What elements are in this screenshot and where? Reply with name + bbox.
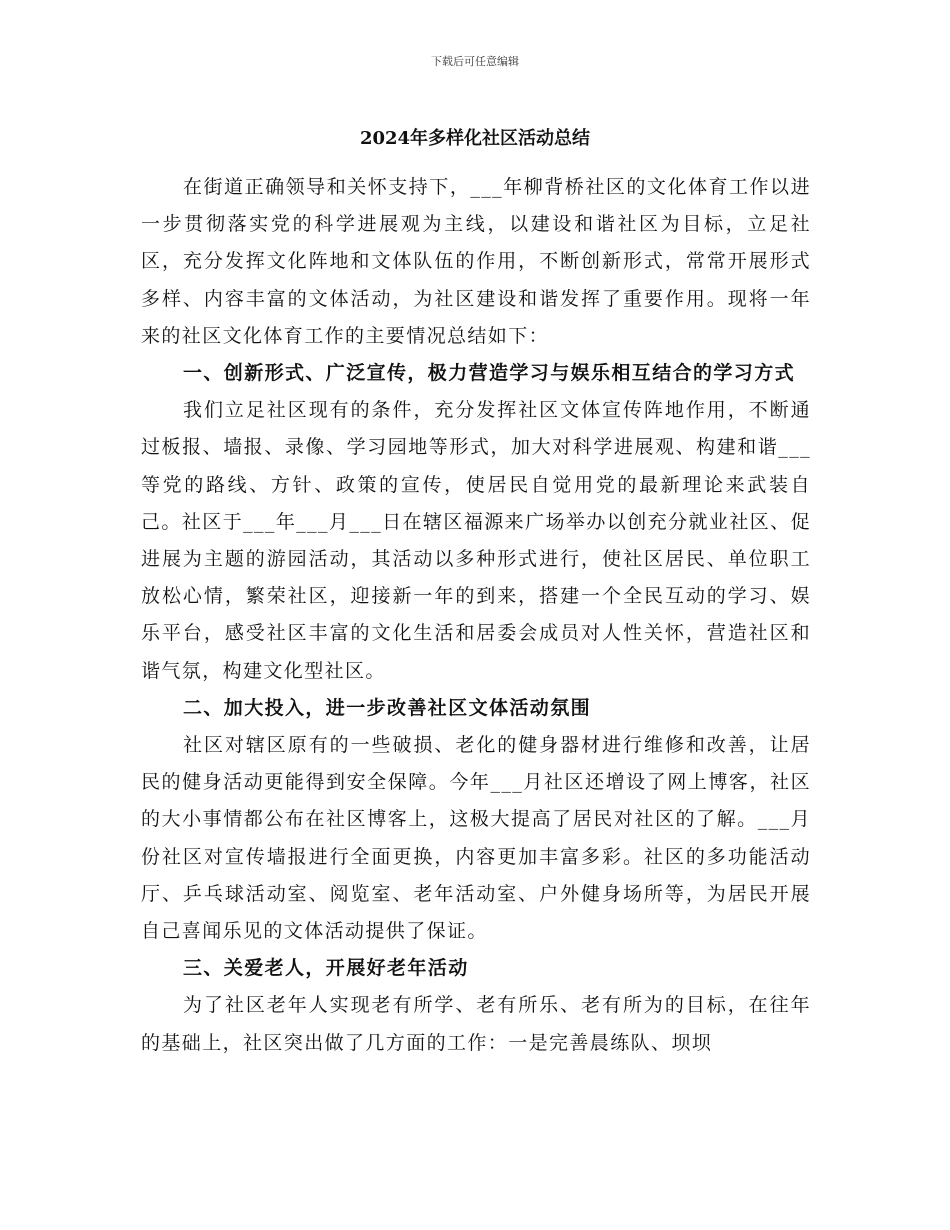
section-3-heading: 三、关爱老人，开展好老年活动	[183, 957, 469, 980]
header-note: 下载后可任意编辑	[431, 55, 519, 68]
section-2-paragraph: 社区对辖区原有的一些破损、老化的健身器材进行维修和改善，让居民的健身活动更能得到安全保障。今年___月社区还增设了网上博客，社区的大小事情都公布在社区博客上，这极大提高了居民对社区的了解。___月份社区对宣传墙报进行全面更换，内容更加丰富多彩。社区的多功能活动厅、乒乓球活动室、阅览室、老年活动室、户外健身场所等，为居民开展自己喜闻乐见的文体活动提供了保证。	[141, 734, 811, 943]
section-3-paragraph: 为了社区老年人实现老有所学、老有所乐、老有所为的目标，在往年的基础上，社区突出做了几方面的工作：一是完善晨练队、坝坝	[141, 994, 811, 1054]
document-body	[141, 169, 811, 1062]
section-1-heading: 一、创新形式、广泛宣传，极力营造学习与娱乐相互结合的学习方式	[183, 362, 796, 385]
section-2-heading: 二、加大投入，进一步改善社区文体活动氛围	[183, 696, 592, 719]
document-title: 2024年多样化社区活动总结	[359, 128, 591, 149]
intro-paragraph: 在街道正确领导和关怀支持下，___年柳背桥社区的文化体育工作以进一步贯彻落实党的科学进展观为主线，以建设和谐社区为目标，立足社区，充分发挥文化阵地和文体队伍的作用，不断创新形式，常常开展形式多样、内容丰富的文体活动，为社区建设和谐发挥了重要作用。现将一年来的社区文化体育工作的主要情况总结如下：	[141, 176, 811, 347]
section-1-paragraph: 我们立足社区现有的条件，充分发挥社区文体宣传阵地作用，不断通过板报、墙报、录像、学习园地等形式，加大对科学进展观、构建和谐___等党的路线、方针、政策的宣传，使居民自觉用党的最新理论来武装自己。社区于___年___月___日在辖区福源来广场举办以创充分就业社区、促进展为主题的游园活动，其活动以多种形式进行，使社区居民、单位职工放松心情，繁荣社区，迎接新一年的到来，搭建一个全民互动的学习、娱乐平台，感受社区丰富的文化生活和居委会成员对人性关怀，营造社区和谐气氛，构建文化型社区。	[141, 399, 811, 682]
